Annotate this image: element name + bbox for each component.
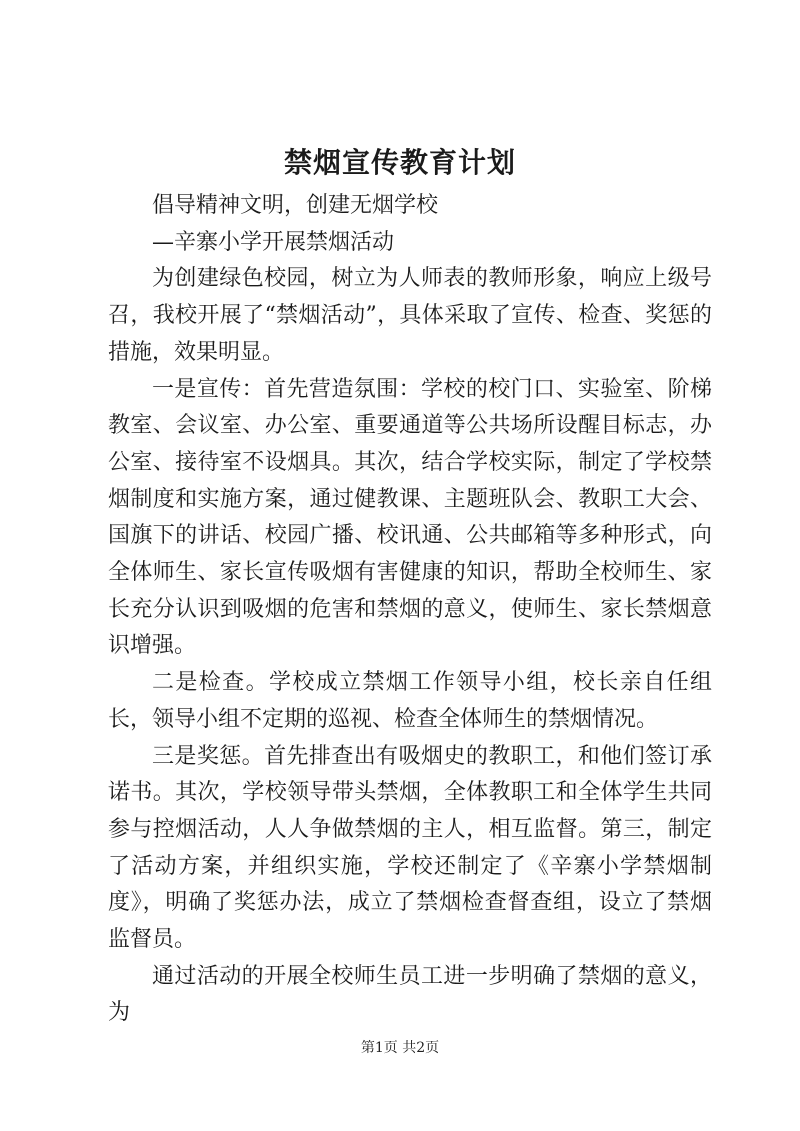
document-body — [108, 188, 712, 1032]
rewards-paragraph: 三是奖惩。首先排查出有吸烟史的教职工，和他们签订承诺书。其次，学校领导带头禁烟，全体教职工和全体学生共同参与控烟活动，人人争做禁烟的主人，相互监督。第三，制定了活动方案，并组织实施，学校还制定了《辛寨小学禁烟制度》，明确了奖惩办法，成立了禁烟检查督查组，设立了禁烟监督员。 — [108, 743, 712, 953]
document-title: 禁烟宣传教育计划 — [283, 146, 516, 179]
inspection-paragraph: 二是检查。学校成立禁烟工作领导小组，校长亲自任组长，领导小组不定期的巡视、检查全体师生的禁烟情况。 — [108, 670, 712, 732]
subtitle-subline: —辛寨小学开展禁烟活动 — [152, 229, 395, 255]
page-number-footer: 第1页 共2页 — [360, 1040, 440, 1056]
closing-paragraph: 通过活动的开展全校师生员工进一步明确了禁烟的意义，为 — [108, 963, 712, 1026]
subtitle-line: 倡导精神文明，创建无烟学校 — [152, 193, 439, 218]
intro-paragraph: 为创建绿色校园，树立为人师表的教师形象，响应上级号召，我校开展了“禁烟活动”，具体采取了宣传、检查、奖惩的措施，效果明显。 — [108, 266, 712, 365]
publicity-paragraph: 一是宣传：首先营造氛围：学校的校门口、实验室、阶梯教室、会议室、办公室、重要通道等公共场所设醒目标志，办公室、接待室不设烟具。其次，结合学校实际，制定了学校禁烟制度和实施方案，通过健教课、主题班队会、教职工大会、国旗下的讲话、校园广播、校讯通、公共邮箱等多种形式，向全体师生、家长宣传吸烟有害健康的知识，帮助全校师生、家长充分认识到吸烟的危害和禁烟的意义，使师生、家长禁烟意识增强。 — [108, 376, 712, 659]
